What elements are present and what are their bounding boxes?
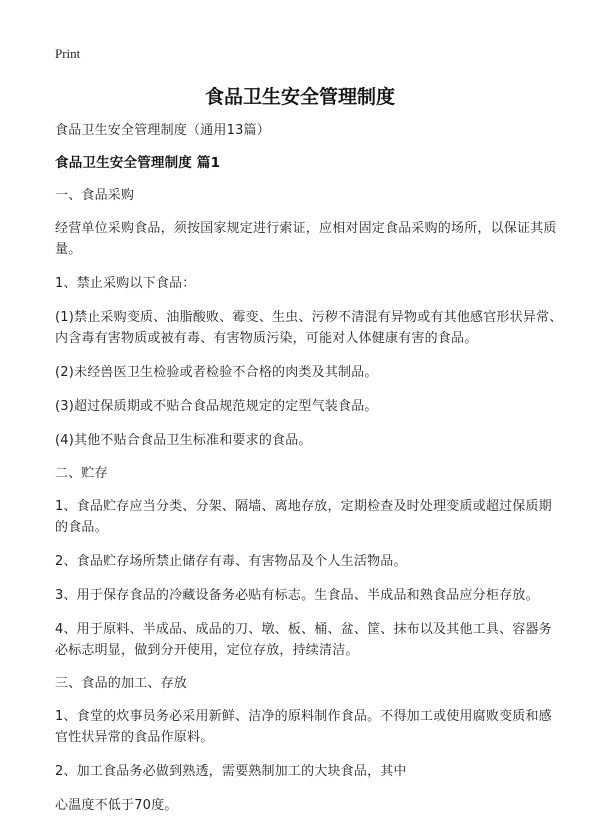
paragraph: 2、食品贮存场所禁止储存有毒、有害物品及个人生活物品。 [55,554,407,569]
paragraph: 心温度不低于70度。 [55,798,178,813]
section-heading: 食品卫生安全管理制度 篇1 [55,155,221,171]
paragraph: 1、食品贮存应当分类、分架、隔墙、离地存放，定期检查及时处理变质或超过保质期的食品。 [55,499,552,535]
paragraph: (1)禁止采购变质、油脂酸败、霉变、生虫、污秽不清混有异物或有其他感官形状异常、内含毒有害物质或被有毒、有害物质污染，可能对人体健康有害的食品。 [55,310,563,346]
paragraph-heading-storage: 二、贮存 [55,466,108,481]
paragraph: (2)未经兽医卫生检验或者检验不合格的肉类及其制品。 [55,365,378,380]
print-link[interactable]: Print [55,46,81,61]
paragraph: 经营单位采购食品，须按国家规定进行索证，应相对固定食品采购的场所，以保证其质量。 [55,221,557,257]
paragraph: 2、加工食品务必做到熟透，需要熟制加工的大块食品，其中 [55,764,407,779]
paragraph: (4)其他不贴合食品卫生标准和要求的食品。 [55,433,312,448]
document-body [55,120,565,816]
document-subtitle: 食品卫生安全管理制度（通用13篇） [55,123,270,138]
paragraph: 1、食堂的炊事员务必采用新鲜、洁净的原料制作食品。不得加工或使用腐败变质和感官性状异常的食品作原料。 [55,709,552,745]
paragraph: 4、用于原料、半成品、成品的刀、墩、板、桶、盆、筐、抹布以及其他工具、容器务必标志明显，做到分开使用，定位存放，持续清洁。 [55,622,552,658]
document-title: 食品卫生安全管理制度 [204,86,395,108]
paragraph: (3)超过保质期或不贴合食品规范规定的定型气装食品。 [55,399,378,414]
paragraph-heading-processing: 三、食品的加工、存放 [55,676,188,691]
paragraph: 1、禁止采购以下食品： [55,276,196,291]
paragraph-heading-procurement: 一、食品采购 [55,188,135,203]
paragraph: 3、用于保存食品的冷藏设备务必贴有标志。生食品、半成品和熟食品应分柜存放。 [55,588,539,603]
